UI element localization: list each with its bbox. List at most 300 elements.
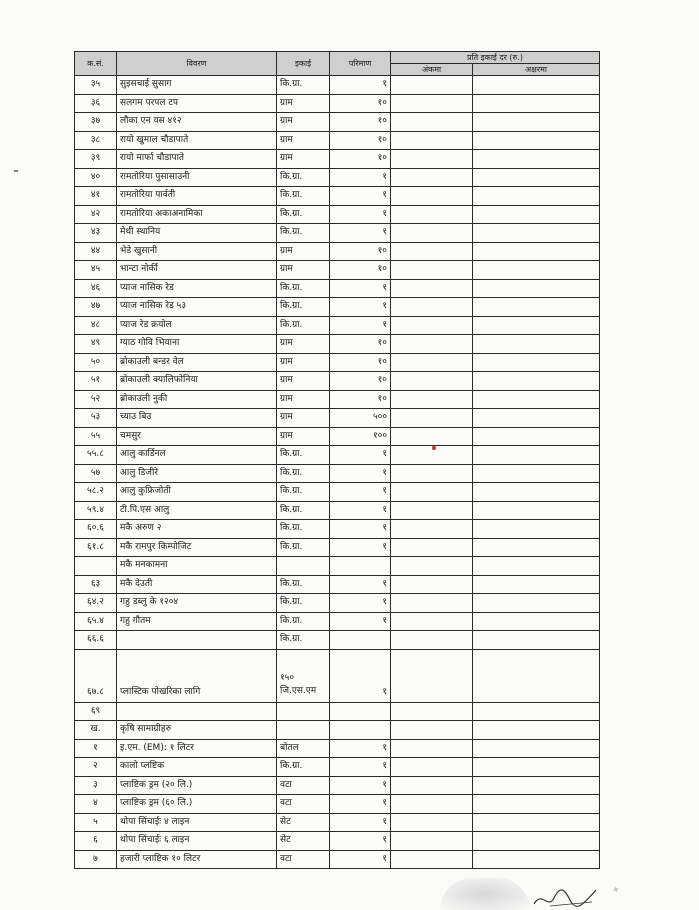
row-description: चमसुर <box>117 427 277 446</box>
row-sn: ४३ <box>75 224 117 243</box>
row-rate-words <box>473 76 600 95</box>
row-rate-words <box>473 649 600 702</box>
row-description: प्लाष्टिक ड्रम (६० लि.) <box>117 795 277 814</box>
row-description: थोपा सिंचाईः ६ लाइन <box>117 832 277 851</box>
page-edge-mark <box>14 170 18 172</box>
row-rate-words <box>473 279 600 298</box>
row-unit: सेट <box>277 813 330 832</box>
row-rate-figures <box>391 649 473 702</box>
row-rate-words <box>473 187 600 206</box>
table-row <box>75 483 600 502</box>
row-description: प्याज नासिक रेड ५३ <box>117 298 277 317</box>
table-row <box>75 113 600 132</box>
row-rate-words <box>473 372 600 391</box>
row-unit <box>277 557 330 576</box>
row-rate-figures <box>391 557 473 576</box>
row-quantity: १ <box>330 464 391 483</box>
row-rate-figures <box>391 261 473 280</box>
row-rate-words <box>473 409 600 428</box>
quotation-table <box>74 51 600 869</box>
row-description: सलगम परपल टप <box>117 94 277 113</box>
table-row <box>75 150 600 169</box>
seal-mark: ✦ <box>610 883 622 898</box>
row-rate-figures <box>391 795 473 814</box>
row-sn: ३६ <box>75 94 117 113</box>
table-row <box>75 168 600 187</box>
row-unit: ग्राम <box>277 131 330 150</box>
row-rate-figures <box>391 538 473 557</box>
table-row <box>75 758 600 777</box>
table-row <box>75 776 600 795</box>
row-description: मकै मनकामना <box>117 557 277 576</box>
row-quantity: १ <box>330 575 391 594</box>
table-row <box>75 205 600 224</box>
row-sn: ४ <box>75 795 117 814</box>
table-row <box>75 94 600 113</box>
row-description: थोपा सिंचाईः ४ लाइन <box>117 813 277 832</box>
row-rate-words <box>473 464 600 483</box>
row-sn: ५३ <box>75 409 117 428</box>
row-unit: कि.ग्रा. <box>277 168 330 187</box>
table-row <box>75 353 600 372</box>
header-sn: क.सं. <box>75 52 117 76</box>
row-rate-words <box>473 94 600 113</box>
row-description: सुइसचाई सुसाग <box>117 76 277 95</box>
table-row <box>75 261 600 280</box>
row-unit: कि.ग्रा. <box>277 594 330 613</box>
row-sn: ४७ <box>75 298 117 317</box>
office-stamp <box>440 878 530 910</box>
row-quantity: १ <box>330 224 391 243</box>
row-quantity <box>330 631 391 650</box>
row-rate-figures <box>391 316 473 335</box>
row-rate-words <box>473 298 600 317</box>
row-unit: कि.ग्रा. <box>277 316 330 335</box>
row-unit: कि.ग्रा. <box>277 279 330 298</box>
row-quantity <box>330 557 391 576</box>
row-sn: ५० <box>75 353 117 372</box>
row-unit: ग्राम <box>277 94 330 113</box>
table-row <box>75 427 600 446</box>
row-rate-words <box>473 758 600 777</box>
row-unit: कि.ग्रा. <box>277 76 330 95</box>
row-quantity <box>330 702 391 721</box>
row-rate-words <box>473 316 600 335</box>
row-quantity: १ <box>330 612 391 631</box>
row-description: टी.पि.एस आलु <box>117 501 277 520</box>
row-unit: कि.ग्रा. <box>277 631 330 650</box>
table-row <box>75 242 600 261</box>
row-quantity: १ <box>330 795 391 814</box>
row-unit: १५० जि.एस.एम <box>277 649 330 702</box>
row-sn: ४० <box>75 168 117 187</box>
row-unit: कि.ग्रा. <box>277 501 330 520</box>
table-row <box>75 464 600 483</box>
row-rate-words <box>473 446 600 465</box>
row-rate-words <box>473 390 600 409</box>
table-row <box>75 390 600 409</box>
row-rate-words <box>473 538 600 557</box>
table-row <box>75 501 600 520</box>
row-rate-figures <box>391 631 473 650</box>
row-sn: ६४.२ <box>75 594 117 613</box>
row-rate-figures <box>391 298 473 317</box>
row-sn: ६३ <box>75 575 117 594</box>
table-row <box>75 446 600 465</box>
row-unit: कि.ग्रा. <box>277 205 330 224</box>
row-rate-figures <box>391 335 473 354</box>
row-quantity: १ <box>330 76 391 95</box>
table-row <box>75 409 600 428</box>
row-sn: ६९ <box>75 702 117 721</box>
row-description: गहु गौतम <box>117 612 277 631</box>
row-quantity <box>330 721 391 740</box>
row-unit: ग्राम <box>277 390 330 409</box>
table-row <box>75 335 600 354</box>
row-sn: ५ <box>75 813 117 832</box>
row-unit: कि.ग्रा. <box>277 446 330 465</box>
row-rate-figures <box>391 850 473 869</box>
row-sn: ६५.४ <box>75 612 117 631</box>
row-description: आलु डिजीरे <box>117 464 277 483</box>
row-rate-figures <box>391 409 473 428</box>
row-rate-words <box>473 501 600 520</box>
row-quantity: १० <box>330 372 391 391</box>
row-quantity: १ <box>330 520 391 539</box>
table-row <box>75 557 600 576</box>
row-rate-figures <box>391 205 473 224</box>
table-row <box>75 538 600 557</box>
row-quantity: १० <box>330 113 391 132</box>
row-unit: ग्राम <box>277 242 330 261</box>
row-unit: कि.ग्रा. <box>277 483 330 502</box>
row-sn: ख. <box>75 721 117 740</box>
row-description: रायो खुमाल चौडापाते <box>117 131 277 150</box>
row-sn: ४४ <box>75 242 117 261</box>
row-description: रामतोरिया पुसासाउनी <box>117 168 277 187</box>
row-rate-words <box>473 427 600 446</box>
header-in-figures: अंकमा <box>391 64 473 76</box>
row-sn: ६७.८ <box>75 649 117 702</box>
row-quantity: १ <box>330 168 391 187</box>
signature <box>530 880 600 910</box>
table-row <box>75 575 600 594</box>
row-rate-words <box>473 335 600 354</box>
row-rate-figures <box>391 813 473 832</box>
row-rate-figures <box>391 224 473 243</box>
row-unit: कि.ग्रा. <box>277 224 330 243</box>
header-description: विवरण <box>117 52 277 76</box>
table-row <box>75 850 600 869</box>
row-rate-figures <box>391 131 473 150</box>
table-row <box>75 631 600 650</box>
row-unit: बोतल <box>277 739 330 758</box>
row-description: रामतोरिया अकाअनामिका <box>117 205 277 224</box>
row-quantity: १ <box>330 850 391 869</box>
row-rate-words <box>473 795 600 814</box>
row-description: गहु डब्लु के १२०४ <box>117 594 277 613</box>
table-row <box>75 279 600 298</box>
row-sn: ७ <box>75 850 117 869</box>
table-row <box>75 612 600 631</box>
table-row <box>75 795 600 814</box>
row-description: प्लास्टिक पोखरिका लागि <box>117 649 277 702</box>
row-rate-words <box>473 520 600 539</box>
table-row <box>75 76 600 95</box>
row-sn: ३८ <box>75 131 117 150</box>
row-rate-figures <box>391 758 473 777</box>
row-unit: कि.ग्रा. <box>277 520 330 539</box>
row-description: मकै रामपुर किम्पोजिट <box>117 538 277 557</box>
row-unit: वटा <box>277 776 330 795</box>
row-rate-words <box>473 150 600 169</box>
row-description: रामतोरिया पार्वती <box>117 187 277 206</box>
row-rate-figures <box>391 832 473 851</box>
row-rate-figures <box>391 501 473 520</box>
ink-dot <box>432 446 436 450</box>
row-unit: ग्राम <box>277 335 330 354</box>
row-rate-figures <box>391 150 473 169</box>
row-rate-words <box>473 594 600 613</box>
row-unit: कि.ग्रा. <box>277 464 330 483</box>
row-rate-figures <box>391 372 473 391</box>
row-quantity: १ <box>330 813 391 832</box>
row-quantity: १ <box>330 594 391 613</box>
table-row <box>75 813 600 832</box>
row-rate-words <box>473 612 600 631</box>
row-description: रायो मार्फा चौडापाते <box>117 150 277 169</box>
row-unit: वटा <box>277 795 330 814</box>
table-row <box>75 298 600 317</box>
row-description: प्लाष्टिक ड्रम (२० लि.) <box>117 776 277 795</box>
row-quantity: १ <box>330 501 391 520</box>
row-rate-figures <box>391 168 473 187</box>
row-sn: ५५ <box>75 427 117 446</box>
row-sn: ५५.८ <box>75 446 117 465</box>
table-row <box>75 739 600 758</box>
row-quantity: १० <box>330 94 391 113</box>
row-unit: कि.ग्रा. <box>277 298 330 317</box>
row-unit: कि.ग्रा. <box>277 612 330 631</box>
row-sn: १ <box>75 739 117 758</box>
row-rate-words <box>473 353 600 372</box>
row-rate-figures <box>391 113 473 132</box>
row-sn: ३७ <box>75 113 117 132</box>
row-rate-words <box>473 776 600 795</box>
row-rate-figures <box>391 721 473 740</box>
row-unit: कि.ग्रा. <box>277 187 330 206</box>
row-rate-figures <box>391 520 473 539</box>
row-rate-figures <box>391 483 473 502</box>
row-quantity: १० <box>330 131 391 150</box>
row-description: प्याज नासिक रेड <box>117 279 277 298</box>
row-unit: ग्राम <box>277 113 330 132</box>
row-quantity: १० <box>330 261 391 280</box>
row-unit: ग्राम <box>277 409 330 428</box>
row-rate-words <box>473 483 600 502</box>
row-unit: ग्राम <box>277 150 330 169</box>
row-description: ग्याठ गोवि भियाना <box>117 335 277 354</box>
header-in-words: अक्षरमा <box>473 64 600 76</box>
table-row <box>75 187 600 206</box>
row-unit <box>277 721 330 740</box>
row-sn: २ <box>75 758 117 777</box>
header-rate-group: प्रति इकाई दर (रु.) <box>391 52 600 64</box>
row-description: प्याज रेड क्रयोल <box>117 316 277 335</box>
row-description: भान्टा नोर्की <box>117 261 277 280</box>
row-sn: ६६.६ <box>75 631 117 650</box>
row-quantity: १ <box>330 649 391 702</box>
row-description: च्याउ बिउ <box>117 409 277 428</box>
row-quantity: १ <box>330 758 391 777</box>
row-description: ब्रोकाउली बन्डर वेल <box>117 353 277 372</box>
row-quantity: १ <box>330 538 391 557</box>
header-quantity: परिमाण <box>330 52 391 76</box>
row-description: लौका एन यस ४१२ <box>117 113 277 132</box>
row-quantity: १० <box>330 242 391 261</box>
row-quantity: १ <box>330 316 391 335</box>
row-rate-words <box>473 242 600 261</box>
table-row <box>75 131 600 150</box>
table-row <box>75 832 600 851</box>
row-sn: ४९ <box>75 335 117 354</box>
row-unit: कि.ग्रा. <box>277 758 330 777</box>
table-row <box>75 649 600 702</box>
header-unit: इकाई <box>277 52 330 76</box>
row-unit: सेट <box>277 832 330 851</box>
row-rate-words <box>473 702 600 721</box>
row-quantity: १ <box>330 279 391 298</box>
row-sn: ४६ <box>75 279 117 298</box>
row-rate-figures <box>391 187 473 206</box>
row-quantity: १ <box>330 739 391 758</box>
row-rate-words <box>473 205 600 224</box>
row-quantity: १ <box>330 187 391 206</box>
row-sn: ५१ <box>75 372 117 391</box>
row-unit: ग्राम <box>277 261 330 280</box>
row-rate-words <box>473 557 600 576</box>
row-rate-words <box>473 224 600 243</box>
row-rate-words <box>473 721 600 740</box>
row-unit: ग्राम <box>277 353 330 372</box>
row-description: ब्रोकाउली नुकी <box>117 390 277 409</box>
row-sn: ३९ <box>75 150 117 169</box>
table-row <box>75 316 600 335</box>
row-sn: ६ <box>75 832 117 851</box>
table-row <box>75 702 600 721</box>
table-row <box>75 224 600 243</box>
row-sn: ४१ <box>75 187 117 206</box>
row-description: भेडे खुसानी <box>117 242 277 261</box>
row-description: मकै अरुण २ <box>117 520 277 539</box>
row-unit: कि.ग्रा. <box>277 575 330 594</box>
row-quantity: १ <box>330 446 391 465</box>
row-rate-figures <box>391 612 473 631</box>
row-quantity: १ <box>330 832 391 851</box>
row-description: आलु कार्डिनल <box>117 446 277 465</box>
row-quantity: १ <box>330 483 391 502</box>
row-rate-figures <box>391 242 473 261</box>
row-sn: ३५ <box>75 76 117 95</box>
row-rate-words <box>473 131 600 150</box>
row-quantity: ५०० <box>330 409 391 428</box>
row-description: मेथी स्थानिय <box>117 224 277 243</box>
row-quantity: १ <box>330 298 391 317</box>
row-quantity: १०० <box>330 427 391 446</box>
row-quantity: १० <box>330 150 391 169</box>
row-quantity: १० <box>330 335 391 354</box>
row-unit <box>277 702 330 721</box>
row-sn <box>75 557 117 576</box>
row-sn: ४८ <box>75 316 117 335</box>
row-sn: ५७ <box>75 464 117 483</box>
row-description: मकै देउती <box>117 575 277 594</box>
row-rate-words <box>473 168 600 187</box>
row-rate-figures <box>391 702 473 721</box>
row-rate-words <box>473 739 600 758</box>
row-sn: ६०.६ <box>75 520 117 539</box>
row-description: आलु कुफ्रिजोती <box>117 483 277 502</box>
row-sn: ४२ <box>75 205 117 224</box>
row-unit: वटा <box>277 850 330 869</box>
table-body <box>75 76 600 869</box>
row-sn: ६१.८ <box>75 538 117 557</box>
row-rate-figures <box>391 390 473 409</box>
row-rate-words <box>473 575 600 594</box>
row-rate-figures <box>391 353 473 372</box>
row-sn: ५८.२ <box>75 483 117 502</box>
row-rate-figures <box>391 594 473 613</box>
row-rate-words <box>473 850 600 869</box>
row-quantity: १० <box>330 390 391 409</box>
row-unit: ग्राम <box>277 427 330 446</box>
row-description: कालो प्लष्टिक <box>117 758 277 777</box>
row-rate-figures <box>391 76 473 95</box>
row-rate-words <box>473 261 600 280</box>
row-sn: ५२ <box>75 390 117 409</box>
row-quantity: १ <box>330 205 391 224</box>
row-rate-figures <box>391 464 473 483</box>
row-rate-figures <box>391 427 473 446</box>
row-rate-words <box>473 113 600 132</box>
row-description <box>117 702 277 721</box>
row-description: कृषि सामाग्रीहरु <box>117 721 277 740</box>
row-rate-figures <box>391 94 473 113</box>
row-description: ब्रोकाउली क्यालिफोनिया <box>117 372 277 391</box>
row-rate-words <box>473 832 600 851</box>
row-quantity: १० <box>330 353 391 372</box>
row-description <box>117 631 277 650</box>
row-sn: ४५ <box>75 261 117 280</box>
row-rate-figures <box>391 739 473 758</box>
row-sn: ३ <box>75 776 117 795</box>
row-quantity: १ <box>330 776 391 795</box>
row-rate-words <box>473 813 600 832</box>
row-description: इ.एम. (EM): १ लिटर <box>117 739 277 758</box>
table-row <box>75 721 600 740</box>
row-description: हजारी प्लाष्टिक १० लिटर <box>117 850 277 869</box>
row-sn: ५९.४ <box>75 501 117 520</box>
row-rate-figures <box>391 776 473 795</box>
row-unit: कि.ग्रा. <box>277 538 330 557</box>
table-row <box>75 372 600 391</box>
table-row <box>75 520 600 539</box>
row-rate-figures <box>391 279 473 298</box>
row-rate-words <box>473 631 600 650</box>
table-row <box>75 594 600 613</box>
row-unit: ग्राम <box>277 372 330 391</box>
row-rate-figures <box>391 575 473 594</box>
